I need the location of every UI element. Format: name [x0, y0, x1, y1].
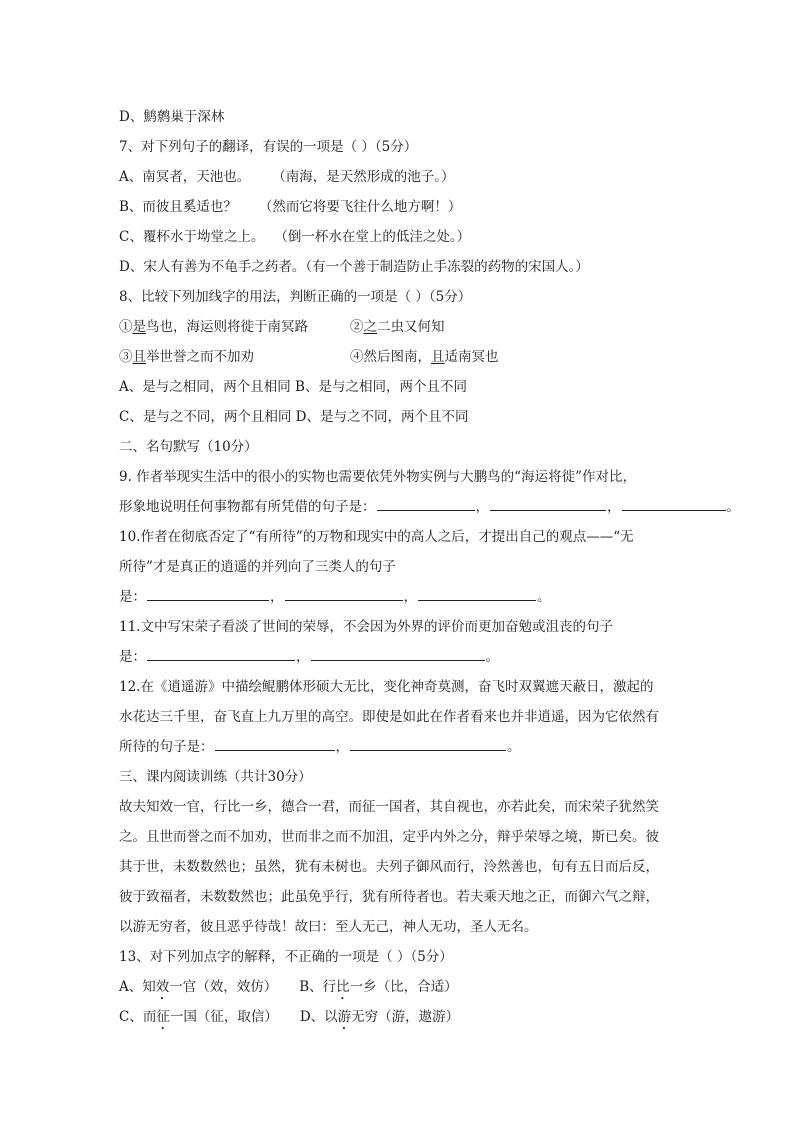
- q13b-prefix: B、行: [299, 979, 337, 995]
- q8-item-1-text: 鸟也，海运则将徙于南冥路: [146, 319, 308, 335]
- q8-item-3-num: ③: [119, 349, 133, 365]
- passage-line-5: 以游无穷者，彼且恶乎待哉！故曰：至人无己，神人无功，圣人无名。: [119, 919, 538, 935]
- q7a-text: A、南冥者，天池也。: [119, 169, 251, 185]
- passage-line-4: 彼于致福者，未数数然也；此虽免乎行，犹有所待者也。若夫乘天地之正，而御六气之辩，: [119, 889, 659, 905]
- question-10-line-3: [119, 587, 551, 607]
- q8-item-4-underlined: 且: [431, 349, 445, 365]
- q9-blank-2[interactable]: [490, 497, 606, 511]
- q13b-dotted-char: 比: [336, 979, 350, 995]
- q7a-translation: （南海，是天然形成的池子。）: [272, 169, 455, 185]
- q9-comma-2: ，: [607, 499, 621, 515]
- question-10-line-2: 所待”才是真正的逍遥的并列向了三类人的句子: [119, 559, 396, 575]
- q7-option-b: [119, 197, 461, 217]
- question-7: 7、对下列句子的翻译，有误的一项是（ ）（5分）: [119, 139, 418, 155]
- q10-blank-1[interactable]: [147, 587, 269, 601]
- q9-comma-1: ，: [475, 499, 489, 515]
- q11-comma: ，: [296, 649, 310, 665]
- q9-period: 。: [726, 499, 740, 515]
- q13c-prefix: C、而: [119, 1009, 157, 1025]
- q8-options-cd: C、是与之不同，两个且相同 D、是与之不同，两个且不同: [119, 409, 469, 425]
- q10-prompt: 是：: [119, 589, 146, 605]
- q7b-text: B、而彼且奚适也？: [119, 199, 237, 215]
- question-10-line-1: 10.作者在彻底否定了“有所待”的万物和现实中的高人之后，才提出自己的观点——“无: [119, 529, 634, 545]
- question-12-line-2: 水花达三千里，奋飞直上九万里的高空。即使是如此在作者看来也并非逍遥，因为它依然有: [119, 709, 659, 725]
- q12-comma: ，: [335, 739, 349, 755]
- q11-prompt: 是：: [119, 649, 146, 665]
- q9-blank-3[interactable]: [622, 497, 726, 511]
- q10-comma-1: ，: [270, 589, 284, 605]
- q8-item-3-underlined: 且: [132, 349, 146, 365]
- q8-item-1-num: ①: [119, 319, 133, 335]
- q13c-suffix: 一国（征，取信）: [169, 1009, 278, 1025]
- q7c-translation: （倒一杯水在堂上的低洼之处。）: [274, 229, 471, 245]
- q8-row-2: [119, 347, 499, 367]
- question-11-line-2: [119, 647, 499, 667]
- q10-blank-2[interactable]: [285, 587, 403, 601]
- q10-blank-3[interactable]: [418, 587, 536, 601]
- q13d-dotted-char: 游: [337, 1009, 352, 1025]
- q7-option-c: [119, 227, 470, 247]
- q8-item-3-text: 举世誉之而不加劝: [146, 349, 254, 365]
- q11-blank-2[interactable]: [311, 647, 485, 661]
- question-8: 8、比较下列加线字的用法，判断正确的一项是（ ）（5分）: [119, 289, 472, 305]
- q12-blank-1[interactable]: [215, 737, 335, 751]
- option-d-line: D、鹪鹩巢于深林: [119, 109, 225, 125]
- q8-options-ab: A、是与之相同，两个且相同 B、是与之相同，两个且不同: [119, 379, 467, 395]
- q13-options-cd: [119, 1007, 459, 1027]
- q8-item-4-num: ④然后图南，: [350, 349, 431, 365]
- q12-period: 。: [507, 739, 521, 755]
- q13b-suffix: 一乡（比，合适）: [349, 979, 458, 995]
- q7b-translation: （然而它将要飞往什么地方啊！）: [258, 199, 462, 215]
- passage-line-3: 其于世，未数数然也；虽然，犹有未树也。夫列子御风而行，泠然善也，旬有五日而后反，: [119, 859, 659, 875]
- question-9-line-2: [119, 497, 740, 517]
- q8-row-1: [119, 317, 445, 337]
- q13a-dotted-char: 效: [155, 979, 170, 995]
- question-12-line-1: 12.在《逍遥游》中描绘鲲鹏体形硕大无比，变化神奇莫测，奋飞时双翼遮天蔽日，激起的: [119, 679, 654, 695]
- q8-item-2-underlined: 之: [363, 319, 377, 335]
- q13d-suffix: 无穷（游，遨游）: [351, 1009, 460, 1025]
- q12-blank-2[interactable]: [350, 737, 506, 751]
- q8-item-2-num: ②: [350, 319, 364, 335]
- question-11-line-1: 11.文中写宋荣子看淡了世间的荣辱，不会因为外界的评价而更加奋勉或沮丧的句子: [119, 619, 613, 635]
- q7c-text: C、覆杯水于坳堂之上。: [119, 229, 265, 245]
- q7-option-d: D、宋人有善为不龟手之药者。（有一个善于制造防止手冻裂的药物的宋国人。）: [119, 259, 589, 275]
- q8-item-1-underlined: 是: [132, 319, 146, 335]
- q13-options-ab: [119, 977, 458, 997]
- q11-blank-1[interactable]: [147, 647, 295, 661]
- question-13: 13、对下列加点字的解释，不正确的一项是（ ）（5分）: [119, 949, 453, 965]
- question-9-line-1: 9. 作者举现实生活中的很小的实物也需要依凭外物实例与大鹏鸟的“海运将徙”作对比，: [119, 469, 636, 485]
- q10-comma-2: ，: [403, 589, 417, 605]
- q8-item-2-text: 二虫又何知: [377, 319, 445, 335]
- q9-prompt: 形象地说明任何事物都有所凭借的句子是：: [119, 499, 376, 515]
- q7-option-a: [119, 167, 455, 187]
- q13c-dotted-char: 征: [156, 1009, 170, 1025]
- q9-blank-1[interactable]: [377, 497, 475, 511]
- q13a-prefix: A、知: [119, 979, 156, 995]
- question-12-line-3: [119, 737, 521, 757]
- q13a-suffix: 一官（效，效仿）: [169, 979, 278, 995]
- q13d-prefix: D、以: [299, 1009, 338, 1025]
- passage-line-2: 之。且世而誉之而不加劝，世而非之而不加沮，定乎内外之分，辩乎荣辱之境，斯已矣。彼: [119, 829, 659, 845]
- passage-line-1: 故夫知效一官，行比一乡，德合一君，而征一国者，其自视也，亦若此矣，而宋荣子犹然笑: [119, 799, 659, 815]
- section-3-heading: 三、课内阅读训练（共计30分）: [119, 769, 312, 785]
- q11-period: 。: [485, 649, 499, 665]
- q8-item-4-text: 适南冥也: [444, 349, 499, 365]
- q10-period: 。: [537, 589, 551, 605]
- section-2-heading: 二、名句默写（10分）: [119, 439, 258, 455]
- q12-prompt: 所待的句子是：: [119, 739, 214, 755]
